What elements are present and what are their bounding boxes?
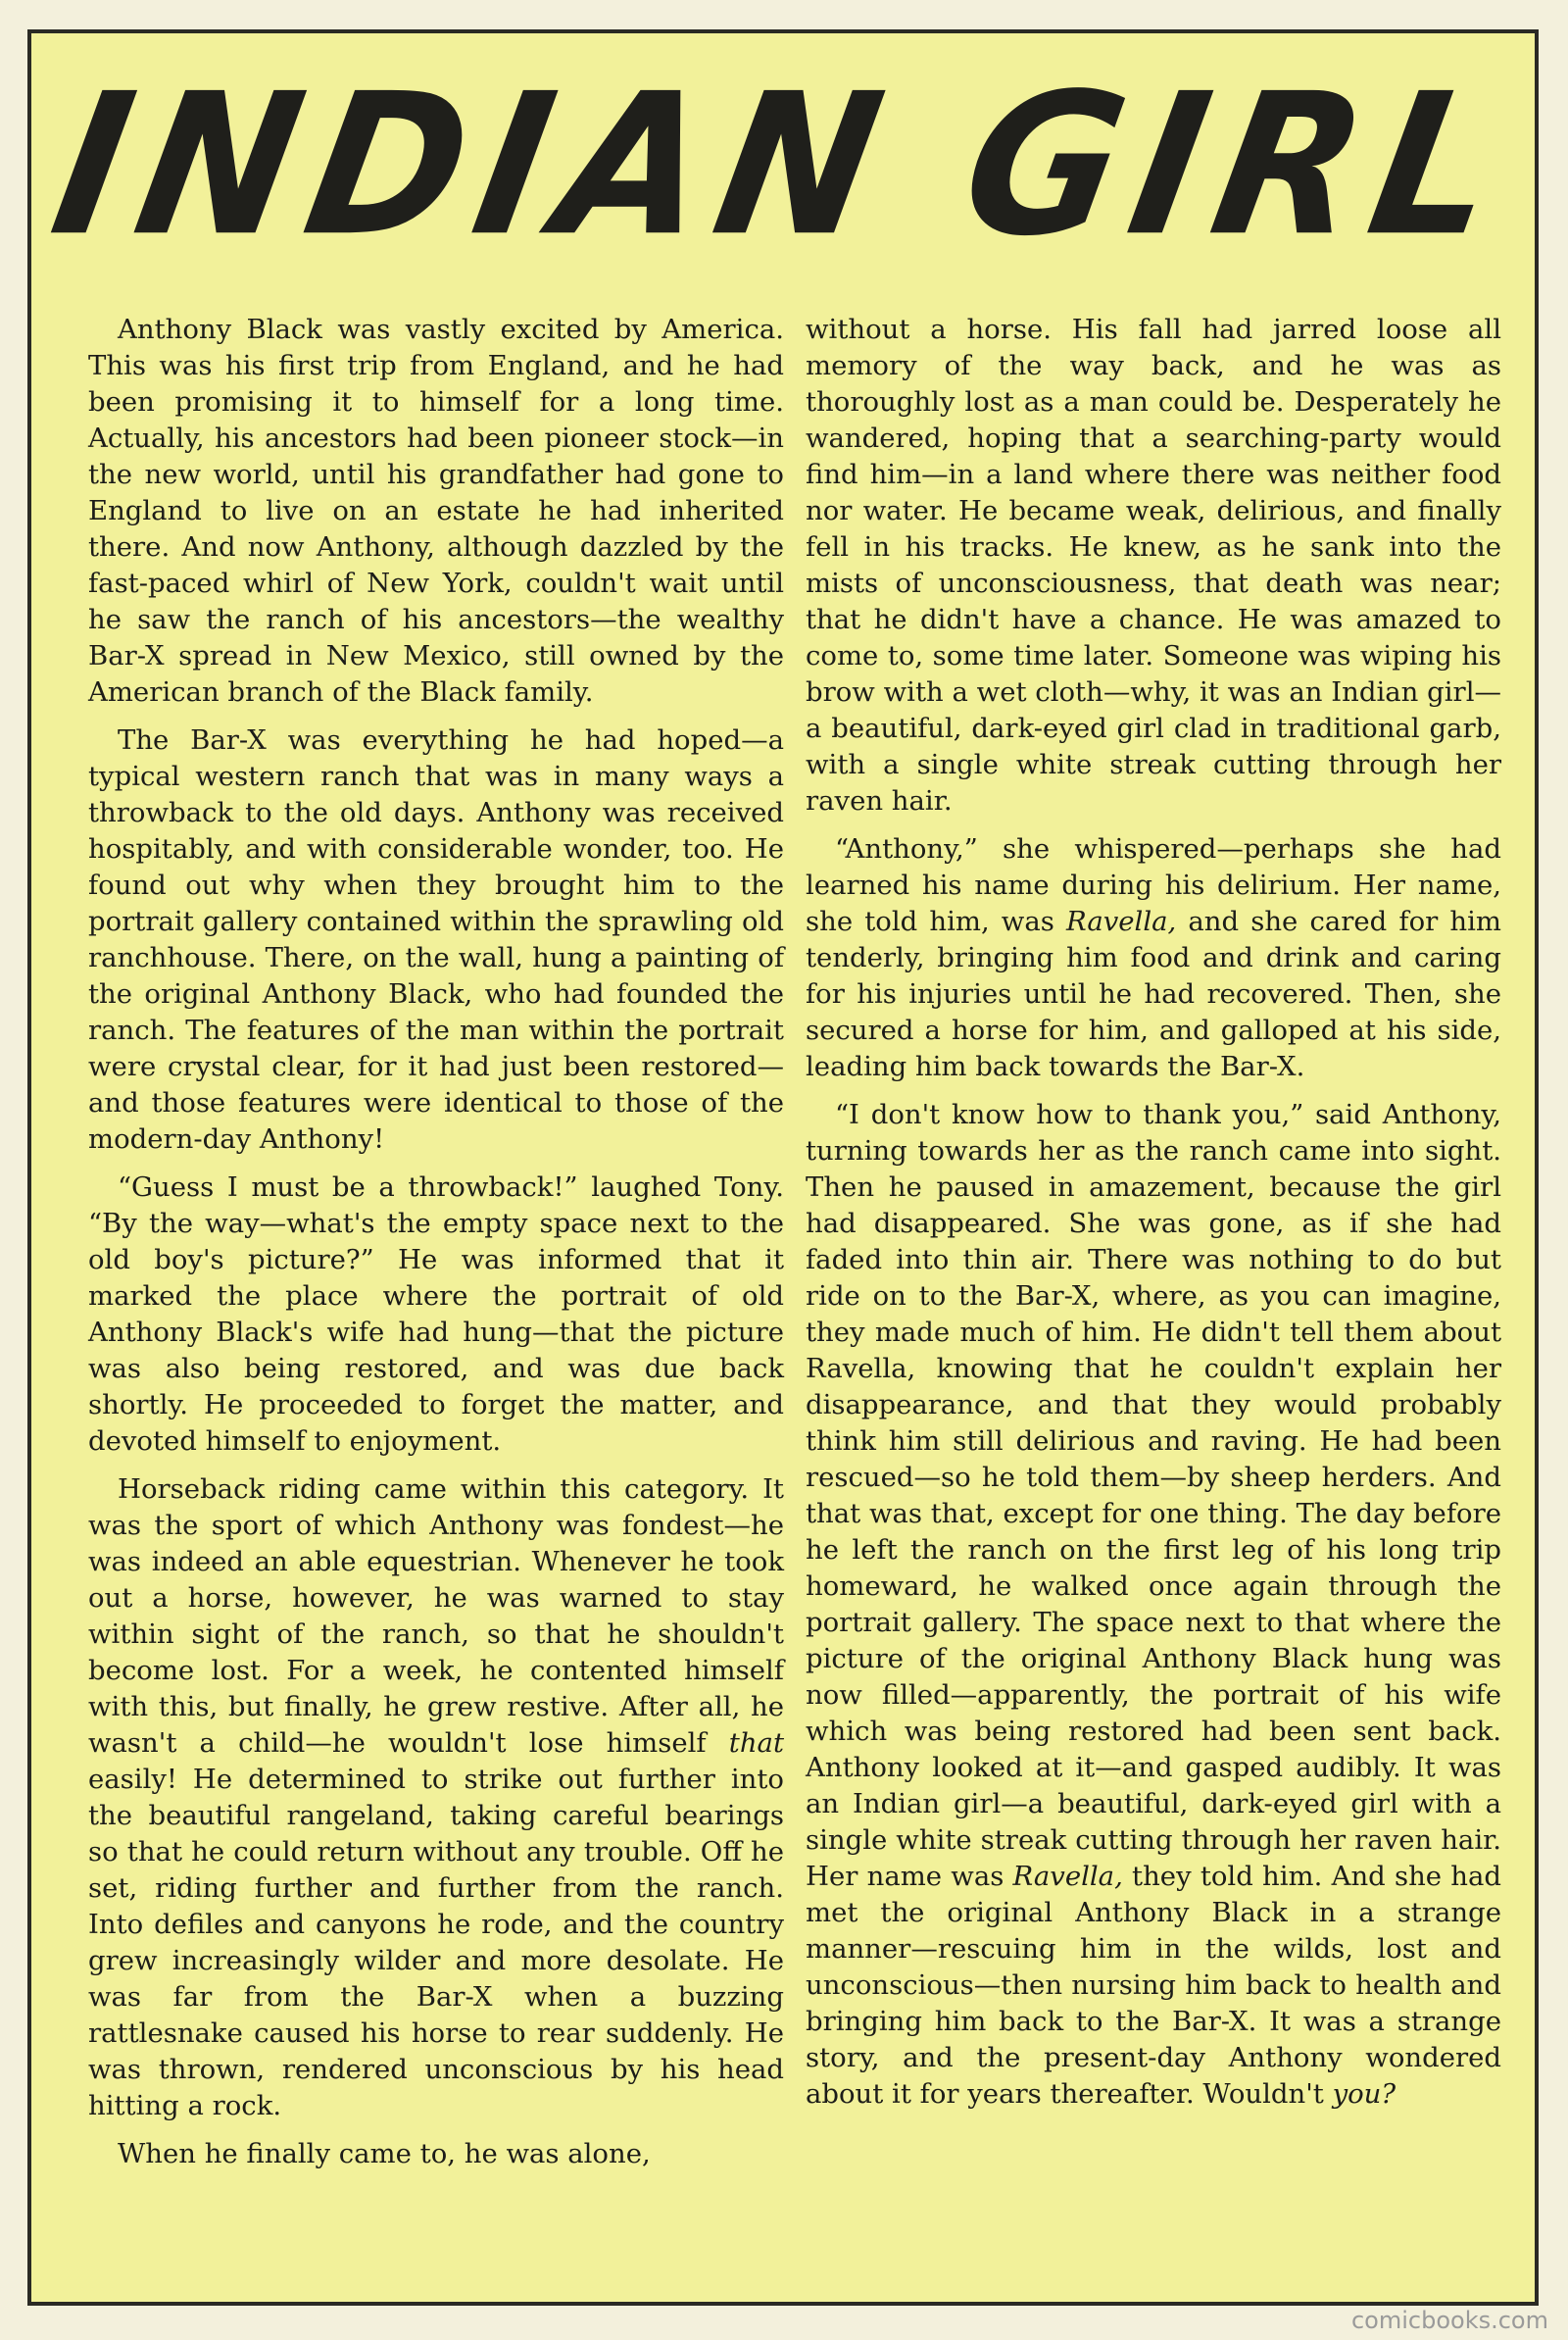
text-run: they told him. And she had met the original Anthony Black in a strange manner—rescuing him in the wilds, lost and unconscious—then nursing him back to health and bringing him back to the Bar-X. It was a strange story, and the present-day Anthony wondered about it for years thereafter. Wouldn't xyxy=(806,1861,1501,2110)
right-column xyxy=(806,312,1501,2124)
text-run: easily! He determined to strike out further into the beautiful rangeland, taking careful bearings so that he could return without any trouble. Off he set, riding further and further from the ranch. Into defiles and canyons he rode, and the country grew increasingly wilder and more desolate. He was far from the Bar-X when a buzzing rattlesnake caused his horse to rear suddenly. He was thrown, rendered unconscious by his head hitting a rock. xyxy=(88,1764,784,2121)
story-panel xyxy=(27,29,1539,2306)
paragraph xyxy=(806,1097,1501,2113)
text-run: Horseback riding came within this category. It was the sport of which Anthony was fondest—he was indeed an able equestrian. Whenever he took out a horse, however, he was warned to stay within sight of the ranch, so that he shouldn't become lost. For a week, he contented himself with this, but finally, he grew restive. After all, he wasn't a child—he wouldn't lose himself xyxy=(88,1473,784,1759)
text-run: and she cared for him tenderly, bringing him food and drink and caring for his injuries until he had recovered. Then, she secured a horse for him, and galloped at his side, leading him back towards the Bar-X. xyxy=(806,906,1501,1082)
paragraph: The Bar-X was everything he had hoped—a typical western ranch that was in many ways a throwback to the old days. Anthony was received hospitably, and with considerable wonder, too. He found out why when they brought him to the portrait gallery contained within the sprawling old ranchhouse. There, on the wall, hung a painting of the original Anthony Black, who had founded the ranch. The features of the man within the portrait were crystal clear, for it had just been restored—and those features were identical to those of the modern-day Anthony! xyxy=(88,724,784,1155)
emphasis: that xyxy=(728,1727,784,1759)
watermark: comicbooks.com xyxy=(1350,2307,1548,2334)
story-title: INDIAN GIRL xyxy=(38,51,1528,279)
paragraph: without a horse. His fall had jarred loose all memory of the way back, and he was as thoroughly lost as a man could be. Desperately he wandered, hoping that a searching-party would find him—in a land where there was neither food nor water. He became weak, delirious, and finally fell in his tracks. He knew, as he sank into the mists of unconsciousness, that death was near; that he didn't have a chance. He was amazed to come to, some time later. Someone was wiping his brow with a wet cloth—why, it was an Indian girl—a beautiful, dark-eyed girl clad in traditional garb, with a single white streak cutting through her raven hair. xyxy=(806,314,1501,817)
left-column xyxy=(88,312,784,2184)
paragraph xyxy=(88,1471,784,2124)
paragraph: Anthony Black was vastly excited by America. This was his first trip from England, and he had been promising it to himself for a long time. Actually, his ancestors had been pioneer stock—in the new world, until his grandfather had gone to England to live on an estate he had inherited there. And now Anthony, although dazzled by the fast-paced whirl of New York, couldn't wait until he saw the ranch of his ancestors—the wealthy Bar-X spread in New Mexico, still owned by the American branch of the Black family. xyxy=(88,314,784,708)
emphasis: Ravella, xyxy=(1012,1861,1123,1892)
text-run: “I don't know how to thank you,” said Anthony, turning towards her as the ranch came into sight. Then he paused in amazement, because the girl had disappeared. She was gone, as if she had faded into thin air. There was nothing to do but ride on to the Bar-X, where, as you can imagine, they made much of him. He didn't tell them about Ravella, knowing that he couldn't explain her disappearance, and that they would probably think him still delirious and raving. He had been rescued—so he told them—by sheep herders. And that was that, except for one thing. The day before he left the ranch on the first leg of his long trip homeward, he walked once again through the portrait gallery. The space next to that where the picture of the original Anthony Black hung was now filled—apparently, the portrait of his wife which was being restored had been sent back. Anthony looked at it—and gasped audibly. It was an Indian girl—a beautiful, dark-eyed girl with a single white streak cutting through her raven hair. Her name was xyxy=(806,1099,1501,1892)
paragraph: “Guess I must be a throwback!” laughed Tony. “By the way—what's the empty space next to the old boy's picture?” He was informed that it marked the place where the portrait of old Anthony Black's wife had hung—that the picture was also being restored, and was due back shortly. He proceeded to forget the matter, and devoted himself to enjoyment. xyxy=(88,1171,784,1457)
text-run: “Anthony,” she whispered—perhaps she had learned his name during his delirium. Her name, she told him, was xyxy=(806,833,1501,937)
paragraph: When he finally came to, he was alone, xyxy=(118,2138,651,2169)
emphasis: Ravella, xyxy=(1065,906,1177,937)
paragraph xyxy=(806,831,1501,1085)
emphasis: you? xyxy=(1332,2078,1396,2110)
